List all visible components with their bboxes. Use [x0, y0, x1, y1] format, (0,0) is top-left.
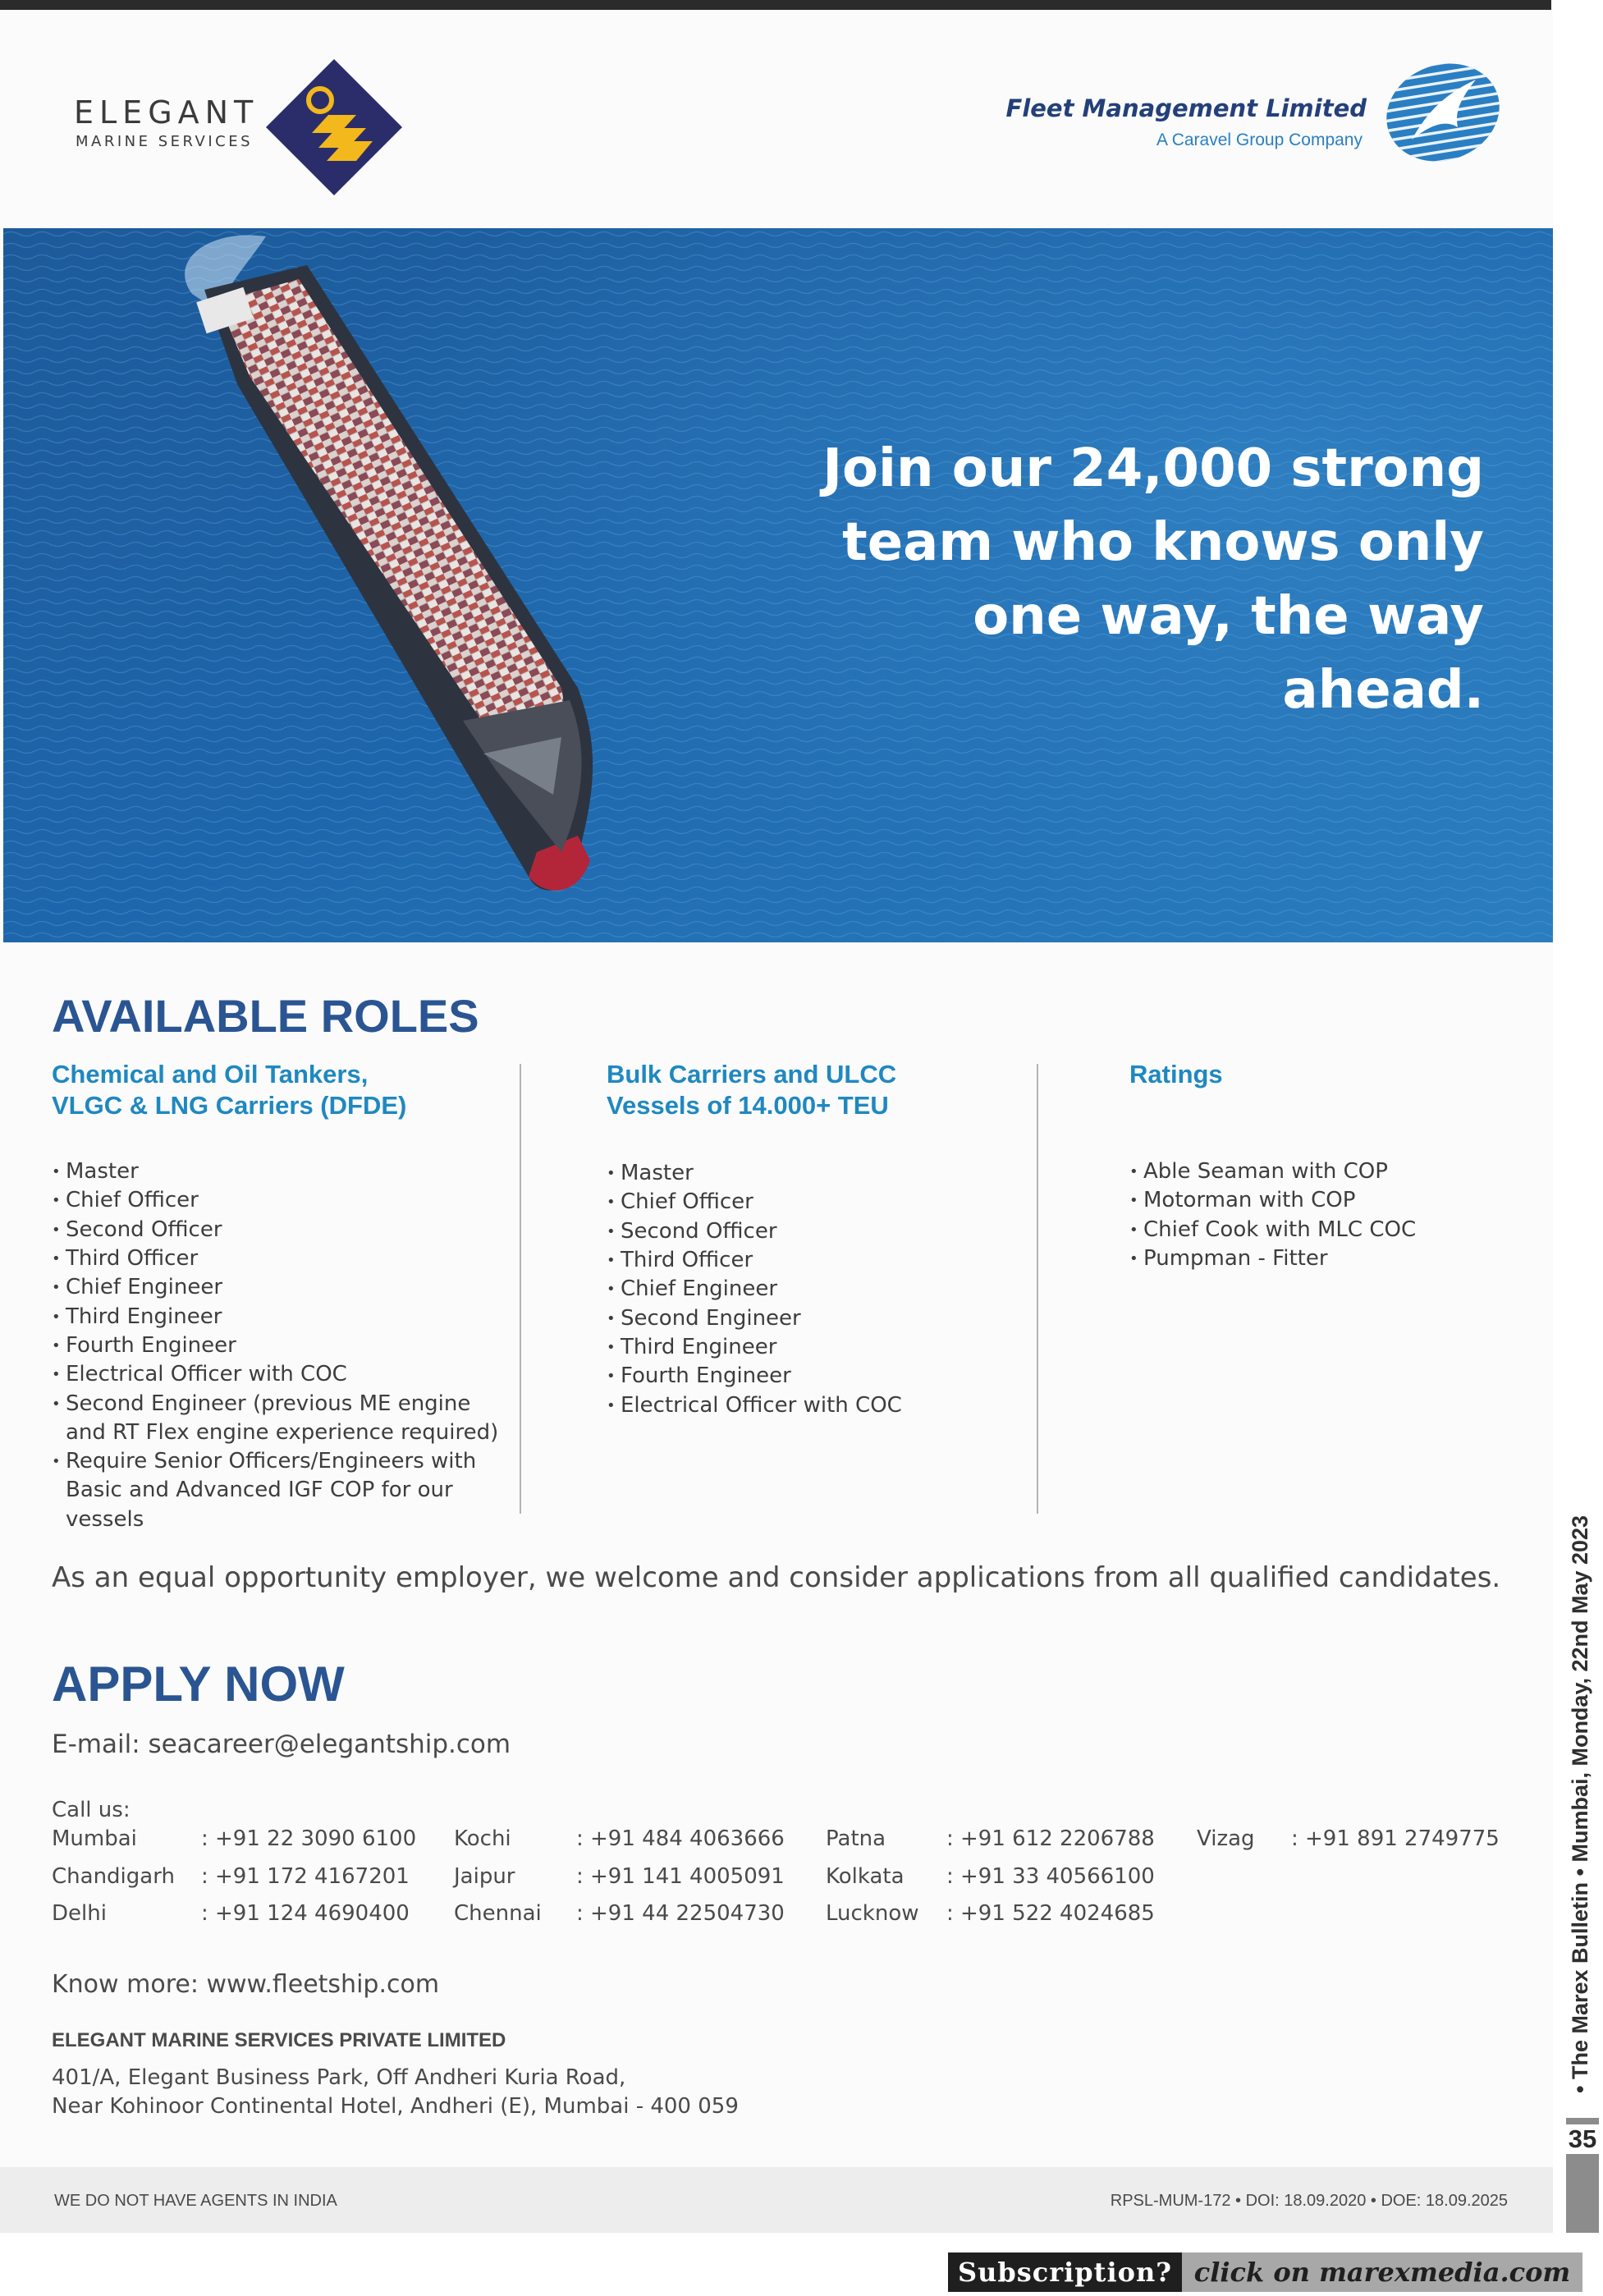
elegant-marine-logo	[74, 57, 419, 197]
fleet-management-logo	[1005, 62, 1510, 176]
apply-email[interactable]: E-mail: seacareer@elegantship.com	[52, 1730, 511, 1759]
phone-number[interactable]: : +91 522 4024685	[946, 1901, 1155, 1926]
role-item: • Second Officer	[52, 1216, 511, 1244]
role-item: • Third Engineer	[607, 1333, 1033, 1362]
subscription-link[interactable]: click on marexmedia.com	[1182, 2252, 1582, 2292]
apply-now-title: APPLY NOW	[52, 1657, 345, 1712]
column-heading-line: Chemical and Oil Tankers,	[52, 1060, 369, 1088]
role-list	[1129, 1157, 1523, 1273]
column-heading	[607, 1059, 1033, 1121]
phone-city: Delhi	[52, 1901, 107, 1926]
know-more-link[interactable]: Know more: www.fleetship.com	[52, 1970, 440, 1999]
column-divider	[520, 1064, 521, 1514]
column-divider	[1037, 1064, 1038, 1514]
role-item: • Chief Officer	[52, 1186, 511, 1215]
phone-city: Lucknow	[826, 1901, 919, 1926]
address-line: Near Kohinoor Continental Hotel, Andheri (E), Mumbai - 400 059	[52, 2094, 739, 2119]
phone-city: Chandigarh	[52, 1864, 175, 1889]
top-rule	[0, 0, 1551, 10]
roles-column-ratings	[1129, 1059, 1523, 1273]
phone-city: Mumbai	[52, 1826, 137, 1851]
role-item: • Electrical Officer with COC	[607, 1391, 1033, 1420]
role-item: • Able Seaman with COP	[1129, 1157, 1523, 1186]
elegant-logo-sub: MARINE SERVICES	[76, 133, 254, 150]
equal-opportunity-statement: As an equal opportunity employer, we welcome and consider applications from all qualified candidates.	[52, 1561, 1501, 1594]
role-item: • Second Officer	[607, 1217, 1033, 1246]
call-us-label: Call us:	[52, 1798, 131, 1822]
phone-city: Vizag	[1197, 1826, 1255, 1851]
phone-number[interactable]: : +91 33 40566100	[946, 1864, 1155, 1889]
role-item: • Pumpman - Fitter	[1129, 1244, 1523, 1273]
fleet-wave-logo-icon	[1379, 62, 1502, 168]
headline-line: ahead.	[1282, 660, 1484, 721]
phone-number[interactable]: : +91 612 2206788	[946, 1826, 1155, 1851]
phone-city: Kolkata	[826, 1864, 905, 1889]
role-item: • Require Senior Officers/Engineers with Basic and Advanced IGF COP for our vessels	[52, 1447, 511, 1534]
phone-number[interactable]: : +91 891 2749775	[1291, 1826, 1500, 1851]
roles-column-bulk-carriers	[607, 1059, 1033, 1420]
phone-number[interactable]: : +91 44 22504730	[576, 1901, 785, 1926]
column-heading	[52, 1059, 511, 1121]
publication-side-caption: • The Marex Bulletin • Mumbai, Monday, 22nd May 2023	[1568, 1515, 1592, 2093]
phone-number[interactable]: : +91 22 3090 6100	[201, 1826, 417, 1851]
phone-number[interactable]: : +91 124 4690400	[201, 1901, 410, 1926]
company-address	[52, 2064, 739, 2121]
phone-number[interactable]: : +91 141 4005091	[576, 1864, 785, 1889]
address-line: 401/A, Elegant Business Park, Off Andheri Kuria Road,	[52, 2065, 626, 2090]
phone-city: Kochi	[454, 1826, 511, 1851]
column-heading-line: VLGC & LNG Carriers (DFDE)	[52, 1091, 407, 1120]
registration-info: RPSL-MUM-172 • DOI: 18.09.2020 • DOE: 18.09.2025	[1110, 2192, 1508, 2210]
role-item: • Master	[52, 1157, 511, 1186]
role-item: • Chief Engineer	[607, 1275, 1033, 1304]
hero-headline	[778, 432, 1484, 727]
role-item: • Electrical Officer with COC	[52, 1360, 511, 1389]
subscription-label: Subscription?	[948, 2252, 1182, 2292]
elegant-diamond-logo-icon	[264, 57, 404, 197]
phone-city: Patna	[826, 1826, 886, 1851]
elegant-logo-name: ELEGANT	[74, 94, 259, 131]
company-name: ELEGANT MARINE SERVICES PRIVATE LIMITED	[52, 2029, 506, 2051]
no-agents-notice: WE DO NOT HAVE AGENTS IN INDIA	[54, 2192, 337, 2210]
column-heading-line: Ratings	[1129, 1060, 1223, 1088]
column-heading-line: Bulk Carriers and ULCC	[607, 1060, 897, 1088]
role-item: • Second Engineer (previous ME engine and RT Flex engine experience required)	[52, 1390, 511, 1448]
headline-line: Join our 24,000 strong	[822, 438, 1484, 499]
headline-line: one way, the way	[973, 586, 1484, 647]
role-item: • Third Officer	[607, 1246, 1033, 1275]
role-item: • Fourth Engineer	[52, 1331, 511, 1360]
headline-line: team who knows only	[842, 512, 1484, 573]
role-item: • Master	[607, 1159, 1033, 1188]
phone-number[interactable]: : +91 484 4063666	[576, 1826, 785, 1851]
roles-column-tankers	[52, 1059, 511, 1534]
role-item: • Third Officer	[52, 1244, 511, 1273]
role-item: • Second Engineer	[607, 1304, 1033, 1333]
role-item: • Third Engineer	[52, 1303, 511, 1331]
role-list	[52, 1157, 511, 1534]
page-number: 35	[1566, 2124, 1599, 2154]
column-heading	[1129, 1059, 1523, 1090]
role-item: • Chief Engineer	[52, 1273, 511, 1302]
role-item: • Fourth Engineer	[607, 1362, 1033, 1391]
fleet-logo-sub: A Caravel Group Company	[1156, 131, 1363, 149]
role-item: • Motorman with COP	[1129, 1186, 1523, 1215]
phone-city: Chennai	[454, 1901, 542, 1926]
page-number-tab	[1566, 2118, 1599, 2233]
column-heading-line: Vessels of 14.000+ TEU	[607, 1091, 889, 1120]
phone-number[interactable]: : +91 172 4167201	[201, 1864, 410, 1889]
available-roles-title: AVAILABLE ROLES	[52, 990, 479, 1042]
role-item: • Chief Officer	[607, 1188, 1033, 1217]
hero-image	[3, 228, 1553, 942]
phone-city: Jaipur	[454, 1864, 515, 1889]
fleet-logo-name: Fleet Management Limited	[1005, 94, 1367, 122]
role-list	[607, 1159, 1033, 1420]
role-item: • Chief Cook with MLC COC	[1129, 1216, 1523, 1244]
